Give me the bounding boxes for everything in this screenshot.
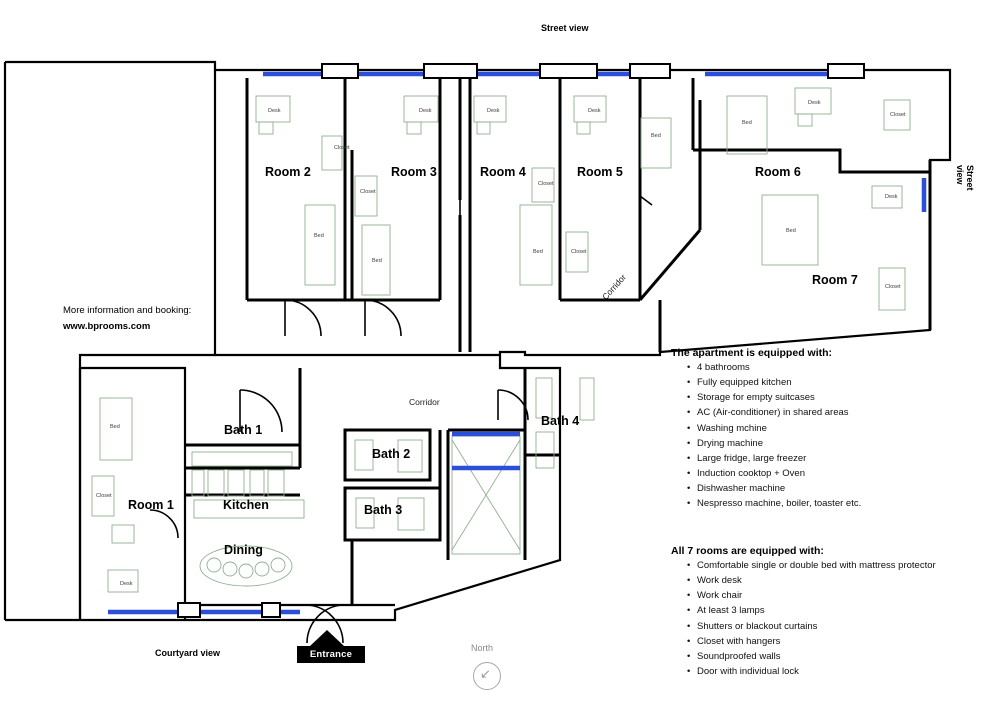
furniture-label-bed: Bed [372, 258, 382, 264]
room-label-bath-2: Bath 2 [372, 447, 411, 461]
furniture-label-closet: Closet [334, 145, 350, 151]
furniture-label-closet: Closet [538, 181, 554, 187]
list-item: • Comfortable single or double bed with mattress protector [697, 561, 1000, 571]
room-label-bath-3: Bath 3 [364, 503, 403, 517]
north-label: North [471, 643, 494, 653]
furniture-label-closet: Closet [571, 249, 587, 255]
furniture-label-closet: Closet [360, 189, 376, 195]
furniture-label-closet: Closet [890, 112, 906, 118]
booking-info-line: More information and booking: [63, 305, 192, 316]
list-item: • Shutters or blackout curtains [697, 622, 1000, 632]
room-label-bath-1: Bath 1 [224, 423, 263, 437]
rooms-equipment-heading: All 7 rooms are equipped with: [671, 545, 824, 557]
furniture-label-desk: Desk [588, 108, 601, 114]
list-item: • Fully equipped kitchen [697, 378, 1000, 388]
room-label-room-2: Room 2 [265, 165, 311, 179]
compass-arrow-icon: ↙ [480, 666, 491, 681]
furniture-label-bed: Bed [533, 249, 543, 255]
corridor-label-center: Corridor [409, 397, 440, 407]
room-label-kitchen: Kitchen [223, 498, 269, 512]
list-item: • Dishwasher machine [697, 484, 1000, 494]
furniture-label-desk: Desk [268, 108, 281, 114]
window-frames [178, 64, 864, 617]
list-item: • Soundproofed walls [697, 652, 1000, 662]
room-label-dining: Dining [224, 543, 263, 557]
list-item: • Closet with hangers [697, 637, 1000, 647]
furniture-label-bed: Bed [110, 424, 120, 430]
list-item: • Storage for empty suitcases [697, 393, 1000, 403]
entrance-arrow-icon [310, 630, 344, 646]
apartment-equipment-list [681, 363, 1000, 515]
street-view-top-label: Street view [541, 23, 589, 33]
room-label-bath-4: Bath 4 [541, 414, 580, 428]
list-item: • AC (Air-conditioner) in shared areas [697, 408, 1000, 418]
interior-walls [185, 78, 930, 605]
list-item: • Work chair [697, 591, 1000, 601]
room-label-room-6: Room 6 [755, 165, 801, 179]
furniture-label-desk: Desk [808, 100, 821, 106]
furniture-label-bed: Bed [786, 228, 796, 234]
room-label-room-3: Room 3 [391, 165, 437, 179]
list-item: • Work desk [697, 576, 1000, 586]
list-item: • At least 3 lamps [697, 606, 1000, 616]
list-item: • Large fridge, large freezer [697, 454, 1000, 464]
furniture-label-bed: Bed [651, 133, 661, 139]
room-label-room-1: Room 1 [128, 498, 174, 512]
apartment-equipment-heading: The apartment is equipped with: [671, 347, 833, 359]
furniture-label-closet: Closet [885, 284, 901, 290]
entrance-marker: Entrance [297, 646, 365, 663]
list-item: • Nespresso machine, boiler, toaster etc. [697, 499, 1000, 509]
furniture-label-desk: Desk [487, 108, 500, 114]
windows-layer [108, 74, 924, 612]
list-item: • Induction cooktop + Oven [697, 469, 1000, 479]
courtyard-view-label: Courtyard view [155, 648, 221, 658]
furniture-label-bed: Bed [314, 233, 324, 239]
furniture-label-bed: Bed [742, 120, 752, 126]
room-label-room-4: Room 4 [480, 165, 526, 179]
list-item: • Washing mchine [697, 424, 1000, 434]
list-item: • 4 bathrooms [697, 363, 1000, 373]
furniture-label-desk: Desk [120, 581, 133, 587]
list-item: • Drying machine [697, 439, 1000, 449]
corridor-label-right: Corridor [600, 272, 628, 302]
booking-website[interactable]: www.bprooms.com [63, 321, 151, 332]
rooms-equipment-list [681, 561, 1000, 682]
street-view-right-label: Street view [955, 165, 975, 191]
furniture-label-desk: Desk [419, 108, 432, 114]
walls-layer [5, 62, 950, 620]
furniture-label-closet: Closet [96, 493, 112, 499]
list-item: • Door with individual lock [697, 667, 1000, 677]
furniture-label-desk: Desk [885, 194, 898, 200]
room-label-room-7: Room 7 [812, 273, 858, 287]
room-label-room-5: Room 5 [577, 165, 623, 179]
